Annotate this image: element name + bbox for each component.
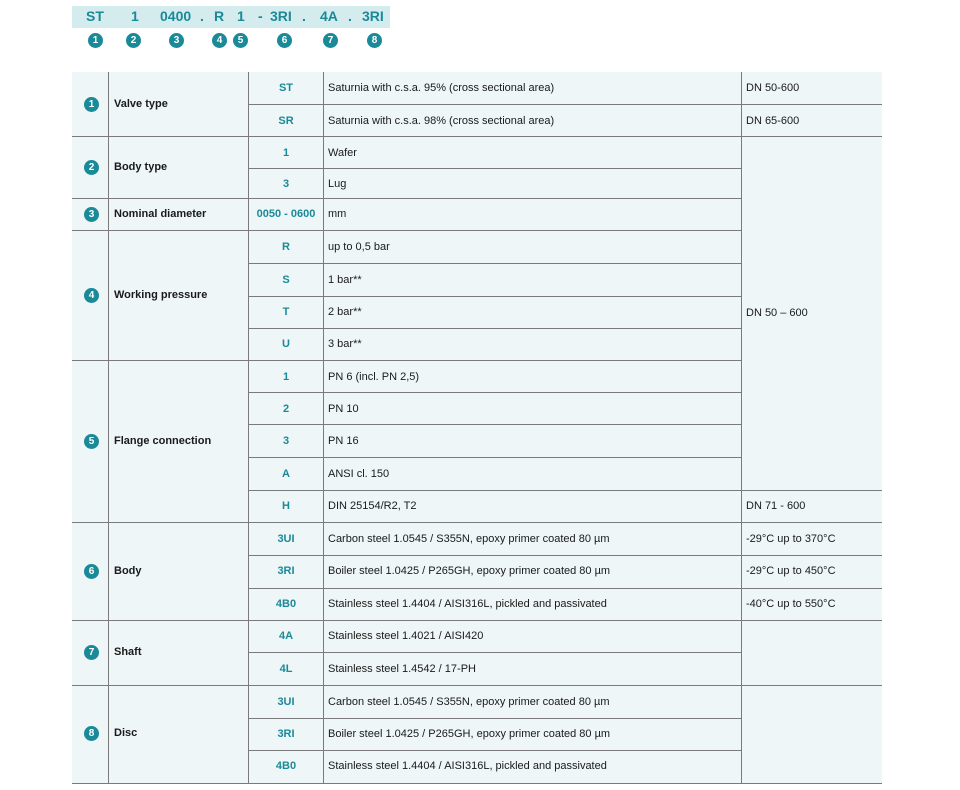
table-divider (248, 263, 742, 264)
option-description: Stainless steel 1.4404 / AISI316L, pickled and passivated (328, 598, 607, 610)
option-code: H (282, 500, 290, 512)
option-code: 0050 - 0600 (256, 208, 316, 220)
table-divider (72, 198, 742, 199)
group-number-icon: 6 (84, 564, 99, 579)
table-divider (248, 392, 742, 393)
option-code: 3RI (277, 728, 295, 740)
table-divider (72, 522, 882, 523)
dn-range: DN 71 - 600 (746, 500, 806, 512)
table-divider (248, 296, 742, 297)
dn-range: DN 50-600 (746, 82, 800, 94)
group-number-icon: 2 (84, 160, 99, 175)
option-code: 2 (282, 403, 290, 415)
option-code: 1 (282, 371, 290, 383)
option-code: SR (278, 115, 294, 127)
specification-table (72, 72, 882, 784)
number-badge-icon: 5 (233, 33, 248, 48)
code-segment-shaft: 4A (320, 8, 338, 24)
group-number-icon: 4 (84, 288, 99, 303)
code-segment-disc: 3RI (362, 8, 384, 24)
number-badge-icon: 8 (367, 33, 382, 48)
option-code: A (282, 468, 290, 480)
option-description: Carbon steel 1.0545 / S355N, epoxy primer coated 80 µm (328, 533, 610, 545)
code-segment-pressure: R (214, 8, 225, 24)
option-description: Stainless steel 1.4404 / AISI316L, pickled and passivated (328, 760, 607, 772)
table-divider (741, 72, 742, 784)
table-divider (248, 424, 742, 425)
option-description: Wafer (328, 147, 357, 159)
option-description: Stainless steel 1.4021 / AISI420 (328, 630, 484, 642)
option-code: T (282, 306, 290, 318)
code-segment-body: 3RI (270, 8, 292, 24)
table-divider (742, 136, 882, 137)
option-code: 4B0 (275, 598, 297, 610)
option-description: Saturnia with c.s.a. 95% (cross sectional area) (328, 82, 555, 94)
option-code: 4B0 (275, 760, 297, 772)
number-badge-icon: 1 (88, 33, 103, 48)
option-code: 4A (278, 630, 294, 642)
temperature-range: -29°C up to 370°C (746, 533, 836, 545)
group-label-flange-connection: Flange connection (114, 435, 212, 447)
group-number-icon: 7 (84, 645, 99, 660)
group-label-working-pressure: Working pressure (114, 289, 208, 301)
option-description: PN 6 (incl. PN 2,5) (328, 371, 420, 383)
table-divider (72, 685, 882, 686)
option-code: 4L (279, 663, 293, 675)
order-code-bar (72, 6, 390, 28)
code-segment-diameter: 0400 (160, 8, 192, 24)
option-description: Boiler steel 1.0425 / P265GH, epoxy primer coated 80 µm (328, 565, 611, 577)
group-number-icon: 5 (84, 434, 99, 449)
dn-range: DN 50 – 600 (746, 307, 808, 319)
option-description: Saturnia with c.s.a. 98% (cross sectional area) (328, 115, 555, 127)
option-description: PN 16 (328, 435, 359, 447)
table-divider (248, 457, 742, 458)
temperature-range: -40°C up to 550°C (746, 598, 836, 610)
number-badge-icon: 7 (323, 33, 338, 48)
group-number-icon: 1 (84, 97, 99, 112)
table-divider (248, 104, 882, 105)
table-divider (72, 230, 742, 231)
option-code: 3RI (277, 565, 295, 577)
option-code: ST (278, 82, 294, 94)
code-separator: . (200, 8, 204, 24)
table-divider (248, 490, 882, 491)
table-divider (72, 783, 882, 784)
table-divider (323, 72, 324, 784)
option-description: Carbon steel 1.0545 / S355N, epoxy primer coated 80 µm (328, 696, 610, 708)
option-code: 3UI (277, 533, 295, 545)
option-description: DIN 25154/R2, T2 (328, 500, 417, 512)
group-label-disc: Disc (114, 727, 138, 739)
table-divider (248, 328, 742, 329)
table-divider (248, 168, 742, 169)
code-segment-flange: 1 (237, 8, 245, 24)
group-number-icon: 8 (84, 726, 99, 741)
table-divider (72, 620, 882, 621)
code-separator: - (258, 8, 263, 24)
option-code: S (282, 274, 290, 286)
option-description: mm (328, 208, 347, 220)
option-code: 3UI (277, 696, 295, 708)
option-code: 1 (282, 147, 290, 159)
option-description: 2 bar** (328, 306, 362, 318)
code-segment-body-type: 1 (131, 8, 139, 24)
number-badge-icon: 6 (277, 33, 292, 48)
option-description: Stainless steel 1.4542 / 17-PH (328, 663, 476, 675)
group-label-body-type: Body type (114, 161, 168, 173)
option-description: 1 bar** (328, 274, 362, 286)
table-divider (72, 360, 742, 361)
option-description: ANSI cl. 150 (328, 468, 390, 480)
option-description: Boiler steel 1.0425 / P265GH, epoxy primer coated 80 µm (328, 728, 611, 740)
dn-range: DN 65-600 (746, 115, 800, 127)
number-badge-icon: 2 (126, 33, 141, 48)
table-divider (72, 136, 742, 137)
table-divider (248, 750, 742, 751)
temperature-range: -29°C up to 450°C (746, 565, 836, 577)
option-description: 3 bar** (328, 338, 362, 350)
table-divider (248, 555, 882, 556)
code-separator: . (348, 8, 352, 24)
group-label-valve-type: Valve type (114, 98, 168, 110)
number-badge-icon: 3 (169, 33, 184, 48)
table-divider (248, 588, 882, 589)
option-description: up to 0,5 bar (328, 241, 390, 253)
number-badge-icon: 4 (212, 33, 227, 48)
group-label-body: Body (114, 565, 142, 577)
group-label-shaft: Shaft (114, 646, 142, 658)
option-code: U (282, 338, 290, 350)
option-code: 3 (282, 178, 290, 190)
code-separator: . (302, 8, 306, 24)
table-divider (248, 652, 742, 653)
code-segment-valve-type: ST (86, 8, 104, 24)
table-divider (108, 72, 109, 784)
option-code: R (282, 241, 290, 253)
option-description: Lug (328, 178, 347, 190)
table-divider (248, 718, 742, 719)
group-number-icon: 3 (84, 207, 99, 222)
group-label-nominal-diameter: Nominal diameter (114, 208, 207, 220)
option-description: PN 10 (328, 403, 359, 415)
option-code: 3 (282, 435, 290, 447)
